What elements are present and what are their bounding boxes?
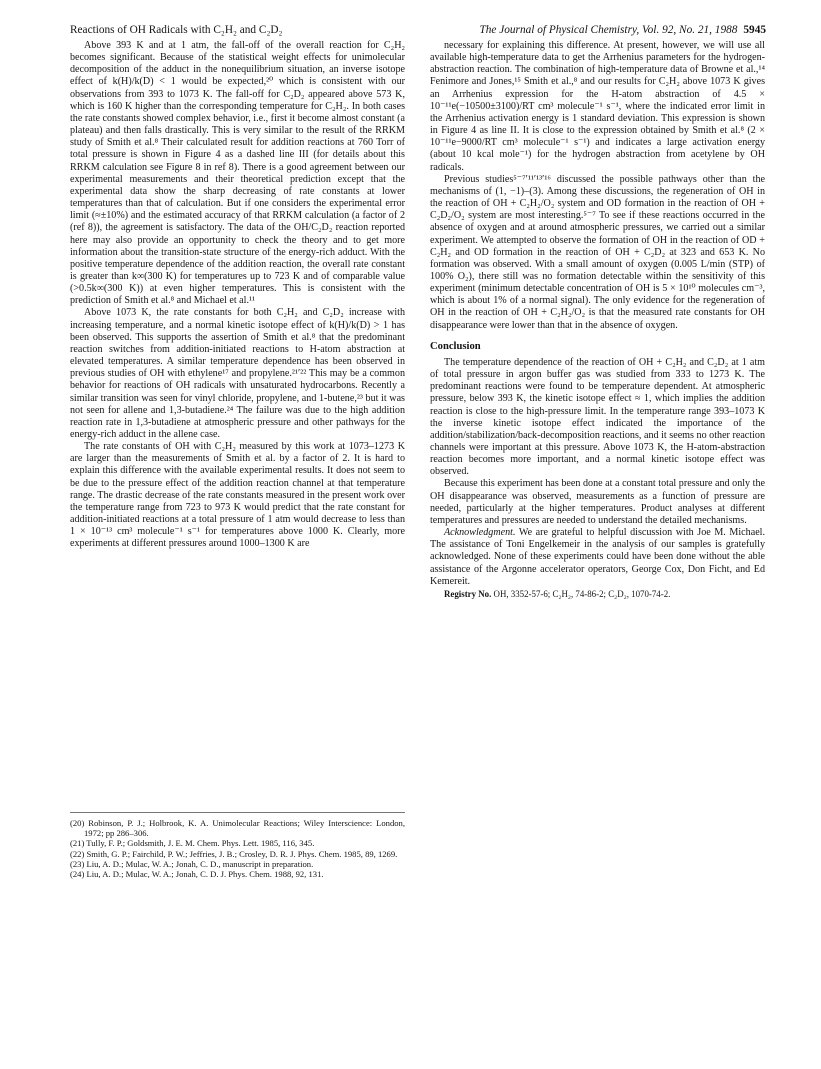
conclusion-paragraph: The temperature dependence of the reaction of OH + C₂H₂ and C₂D₂ at 1 atm of total pressure in argon buffer gas was studied from 333 to 1273 K. The predominant reactions were found to be temperature dependent. At atmospheric pressure, below 393 K, the kinetic isotope effect ≈ 1, which implies the addition reaction is close to the high-pressure limit. In the temperature range 393–1073 K the inverse kinetic isotope effect indicated the importance of the addition/stabilization/back-decomposition reactions, and it seems no other reaction channels were important at this pressure. Above 1073 K, the H-atom-abstraction reaction becomes more important, and a normal kinetic isotope effect was observed. bbox=[430, 356, 765, 478]
journal-citation bbox=[479, 24, 766, 36]
footnote: (21) Tully, F. P.; Goldsmith, J. E. M. Chem. Phys. Lett. 1985, 116, 345. bbox=[70, 838, 315, 849]
acknowledgment-label: Acknowledgment. bbox=[444, 527, 516, 539]
acknowledgment bbox=[430, 527, 765, 588]
footnote: (24) Liu, A. D.; Mulac, W. A.; Jonah, C. D. J. Phys. Chem. 1988, 92, 131. bbox=[70, 869, 324, 880]
body-paragraph: Above 393 K and at 1 atm, the fall-off of the overall reaction for C₂H₂ becomes significant. Because of the statistical weight effects for unimolecular decomposition of the adduct in the nonequilibrium situation, an inverse isotope effect of k(H)/k(D) < 1 would be expected,²⁰ which is consistent with our observations from 393 to 1073 K. The fall-off for C₂D₂ appeared above 573 K, which is 160 K higher than the corresponding temperature for C₂H₂. In both cases the rate constants showed complex behavior, i.e., first it become almost constant (a plateau) and then falls drastically. This is very similar to the result of the RRKM study of Smith et al.⁸ Their calculated result for addition reactions at 760 Torr of total pressure is shown in Figure 4 as a dashed line III (for details about this RRKM calculation see Figure 8 in ref 8). There is a good agreement between our experimental measurements and their theoretical prediction except that the experimental data show the sharp decreasing of rate constants at lower temperatures than that of calculation. But if one considers the experimental error limit (≈±10%) and the estimated accuracy of that RRKM calculation (a factor of 2 (ref 8)), the agreement is satisfactory. The data of the OH/C₂D₂ reaction reported here may also provide an opportunity to check the theory and to get more information about the transition-state structure of the energy-rich adduct. With the positive temperature dependence of the addition reaction, the overall rate constant is greater than k∞(300 K) for temperatures up to 723 K and of comparable value (>0.5k∞(300 K)) at even higher temperatures. This is consistent with the prediction of Smith et al.⁸ and Michael et al.¹¹ bbox=[70, 40, 405, 307]
footnote: (23) Liu, A. D.; Mulac, W. A.; Jonah, C. D., manuscript in preparation. bbox=[70, 858, 314, 869]
registry-text: OH, 3352-57-6; C₂H₂, 74-86-2; C₂D₂, 1070-74-2. bbox=[491, 588, 671, 599]
body-paragraph: Previous studies⁵⁻⁷ʹ¹¹ʹ¹³ʹ¹⁶ discussed the possible pathways other than the mechanisms of (1, −1)–(3). Among these discussions, the regeneration of OH in the reaction of OH + C₂H₂/O₂ system and OD formation in the reaction of OH + C₂D₂/O₂ system are most interesting.⁵⁻⁷ To see if these reactions occurred in the absence of oxygen and at around atmospheric pressures, we carried out a similar experiment. We attempted to observe the formation of OH in the reaction of OD + C₂H₂ and OD formation in the reaction of OH + C₂D₂ at 323 and 653 K. No formation was observed. With a small amount of oxygen (0.005 L/min (STP) of 100% O₂), there still was no formation detectable within the sensitivity of this experiment (minimum detectable concentration of OH is 5 × 10¹⁰ molecules cm⁻³, which is about 1% of a normal signal). The only evidence for the regeneration of OH in the reaction of OH + C₂H₂/O₂ is that the measured rate constants for OH disappearance were lower than that in the absence of oxygen. bbox=[430, 173, 765, 331]
left-column bbox=[70, 40, 405, 551]
body-paragraph: necessary for explaining this difference. At present, however, we will use all available high-temperature data to get the Arrhenius parameters for the hydrogen-abstraction reaction. The combination of high-temperature data of Browne et al.,¹⁴ Fenimore and Jones,¹⁵ Smith et al.,⁸ and our results for C₂H₂ above 1073 K gives an Arrhenius expression for the H-atom abstraction of 4.5 × 10⁻¹¹e(−10500±3100)/RT cm³ molecule⁻¹ s⁻¹, where the indicated error limit in the Arrhenius activation energy is 1 standard deviation. This expression is shown in Figure 4 as line II. It is close to the expression obtained by Smith et al.⁸ (2 × 10⁻¹¹e−9000/RT cm³ molecule⁻¹ s⁻¹) and indicates a large activation energy (about 10 kcal mole⁻¹) for the hydrogen abstraction from acetylene by OH radicals. bbox=[430, 40, 765, 173]
running-head: Reactions of OH Radicals with C₂H₂ and C₂D₂ bbox=[70, 24, 283, 36]
registry-label: Registry No. bbox=[444, 588, 492, 599]
footnote: (20) Robinson, P. J.; Holbrook, K. A. Unimolecular Reactions; Wiley Interscience: London, 1972; pp 286–306. bbox=[70, 818, 405, 839]
conclusion-paragraph: Because this experiment has been done at a constant total pressure and only the OH disappearance was observed, measurements as a function of pressure are needed, particularly at the higher temperatures. Product analyses at different temperatures and pressures are needed to understand the detailed mechanisms. bbox=[430, 478, 765, 526]
registry-numbers bbox=[430, 588, 765, 600]
body-paragraph: Above 1073 K, the rate constants for both C₂H₂ and C₂D₂ increase with increasing temperature, and a normal kinetic isotope effect of k(H)/k(D) > 1 has been observed. This supports the assertion of Smith et al.⁸ that the predominant reaction switches from addition-initiated reactions to H-atom abstraction at elevated temperatures. A similar temperature dependence has been observed in previous studies of OH with ethylene¹⁷ and propylene.²¹ʹ²² This may be a common behavior for reactions of OH radicals with unsaturated hydrocarbons. Recently a similar transition was seen for vinyl chloride, propylene, and 1-butene,²³ but it was not seen for allene and 1,3-butadiene.²⁴ The failure was due to the high addition reaction rate in 1,3-butadiene at atmospheric pressure and other pathways for the energy-rich adduct in the allene case. bbox=[70, 307, 405, 440]
journal-name: The Journal of Physical Chemistry, Vol. 92, No. 21, 1988 bbox=[479, 24, 738, 36]
footnotes bbox=[70, 812, 405, 879]
section-heading-conclusion: Conclusion bbox=[430, 340, 481, 352]
footnote: (22) Smith, G. P.; Fairchild, P. W.; Jeffries, J. B.; Crosley, D. R. J. Phys. Chem. 1985, 89, 1269. bbox=[70, 848, 398, 859]
body-paragraph: The rate constants of OH with C₂H₂ measured by this work at 1073–1273 K are larger than the measurements of Smith et al. by a factor of 2. It is hard to explain this difference with the available experimental results. It does not seem to be due to the pressure effect of the addition reaction channel at that temperature range. The drastic decrease of the rate constants measured in the present work over the temperature range from 723 to 973 K would predict that the rate constant for addition-initiated reactions at a total pressure of 1 atm would decrease to less than 1 × 10⁻¹³ cm³ molecule⁻¹ s⁻¹ for temperatures above 1000 K. Clearly, more experiments at different pressures around 1000–1300 K are bbox=[70, 441, 406, 550]
acknowledgment-text: We are grateful to helpful discussion with Joe M. Michael. The assistance of Toni Engelkemeir in the analysis of our samples is gratefully acknowledged. None of these experiments could have been done without the able assistance of the Argonne accelerator operators, George Cox, Don Ficht, and Ed Kemereit. bbox=[430, 527, 765, 587]
right-column bbox=[430, 40, 765, 600]
page-number: 5945 bbox=[743, 24, 766, 36]
page-header bbox=[70, 24, 766, 40]
